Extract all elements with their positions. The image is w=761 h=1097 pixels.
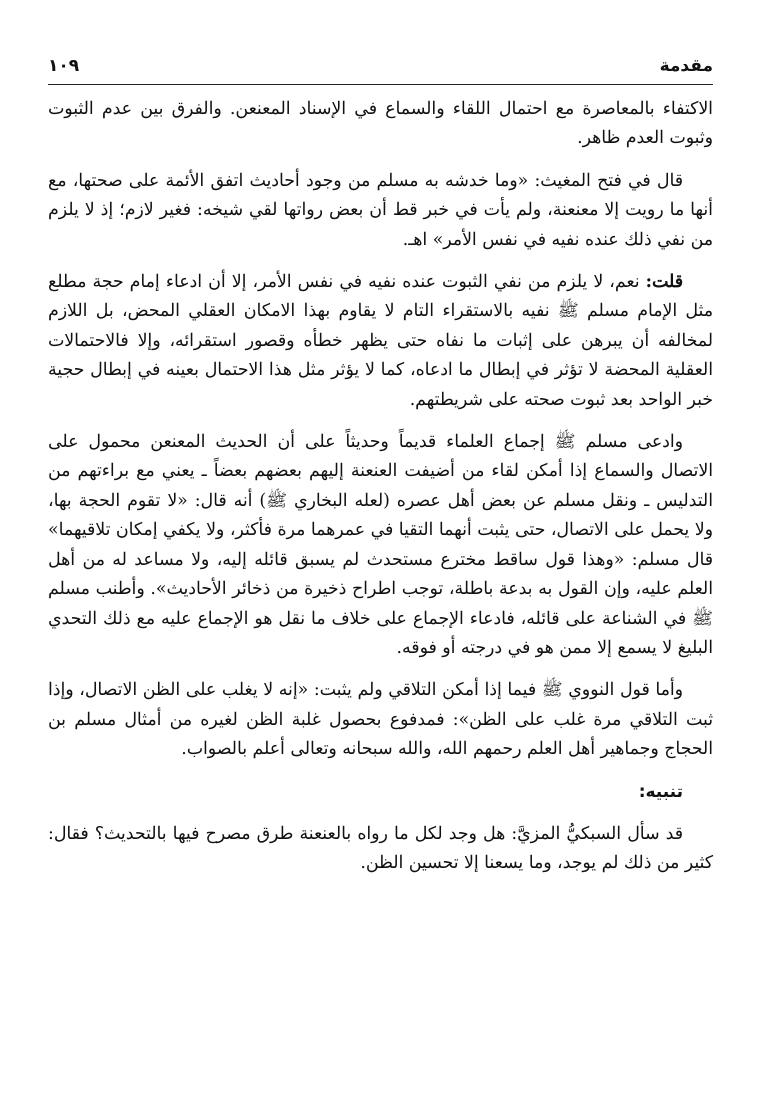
paragraph-4: وادعى مسلم ﷺ إجماع العلماء قديماً وحديثاً على أن الحديث المعنعن محمول على الاتصال والسماع إذا أمكن لقاء من أضيفت العنعنة إليهم بعضهم بعضاً ـ يعني مع براءتهم من التدليس ـ ونقل مسلم عن بعض أهل عصره (لعله البخاري ﷺ) أنه قال: «لا تقوم الحجة بها، ولا يحمل على الاتصال، حتى يثبت أنهما التقيا في عمرهما مرة فأكثر، ولا يكفي إمكان تلاقيهما» قال مسلم: «وهذا قول ساقط مخترع مستحدث لم يسبق قائله إليه، ولا مساعد له من أهل العلم عليه، وإن القول به بدعة باطلة، توجب اطراح ذخيرة من ذخائر الأحاديث». وأطنب مسلم ﷺ في الشناعة على قائله، فادعاء الإجماع على خلاف ما نقل هو الإجماع عليه مع ذلك التحدي البليغ لا يسمع إلا ممن هو في درجته أو فوقه. — [48, 432, 713, 658]
page-header — [48, 44, 713, 85]
page-number: ١٠٩ — [48, 56, 80, 76]
paragraph-6: قد سأل السبكيُّ المزيَّ: هل وجد لكل ما رواه بالعنعنة طرق مصرح فيها بالتحديث؟ فقال: كثير من ذلك لم يوجد، وما يسعنا إلا تحسين الظن. — [48, 823, 713, 874]
paragraph-5: وأما قول النووي ﷺ فيما إذا أمكن التلاقي ولم يثبت: «إنه لا يغلب على الظن الاتصال، وإذا ثبت التلاقي مرة غلب على الظن»: فمدفوع بحصول غلبة الظن لغيره من أمثال مسلم بن الحجاج وجماهير أهل العلم رحمهم الله، والله سبحانه وتعالى أعلم بالصواب. — [48, 680, 713, 760]
paragraph-3 — [48, 268, 713, 415]
qultu-label: قلت: — [645, 272, 683, 293]
paragraph-1: الاكتفاء بالمعاصرة مع احتمال اللقاء والسماع في الإسناد المعنعن. والفرق بين عدم الثبوت وثبوت العدم ظاهر. — [48, 99, 713, 149]
section-heading: تنبيه: — [638, 781, 683, 802]
running-title: مقدمة — [659, 56, 713, 76]
paragraph-3-text: نعم، لا يلزم من نفي الثبوت عنده نفيه في نفس الأمر، إلا أن ادعاء إمام حجة مطلع مثل الإمام مسلم ﷺ نفيه بالاستقراء التام لا يقاوم بهذا الامكان العقلي المحض، بل اللازم لمخالفه أن يبرهن على إثبات ما نفاه حتى يظهر خطأه وقصور استقرائه، وإلا فالاحتمالات العقلية المحضة لا تؤثر في إبطال ما ادعاه، كما لا يؤثر مثل هذا الاحتمال بعينه في إبطال حجية خبر الواحد بعد ثبوت صحته على شريطتهم. — [48, 272, 713, 410]
paragraph-2: قال في فتح المغيث: «وما خدشه به مسلم من وجود أحاديث اتفق الأئمة على صحتها، مع أنها ما رويت إلا معنعنة، ولم يأت في خبر قط أن بعض رواتها لقي شيخه: فغير لازم؛ إذ لا يلزم من نفي ذلك عنده نفيه في نفس الأمر» اهـ. — [48, 170, 713, 250]
page-body — [48, 95, 713, 879]
